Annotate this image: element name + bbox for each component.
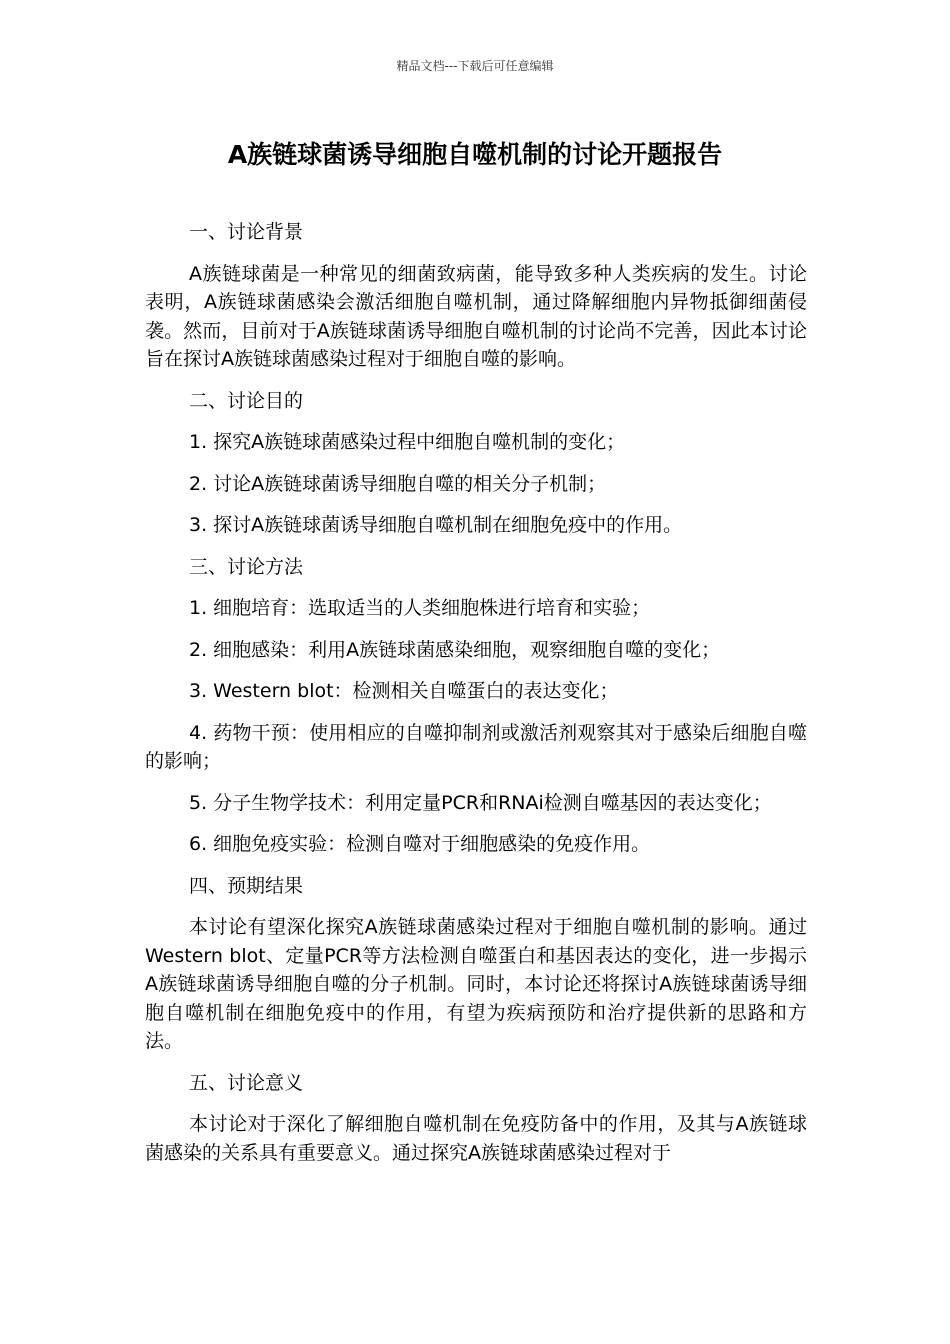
method-item: 2. 细胞感染：利用A族链球菌感染细胞，观察细胞自噬的变化； xyxy=(189,638,721,661)
background-paragraph: A族链球菌是一种常见的细菌致病菌，能导致多种人类疾病的发生。讨论表明，A族链球菌感染会激活细胞自噬机制，通过降解细胞内异物抵御细菌侵袭。然而，目前对于A族链球菌诱导细胞自噬机制的讨论尚不完善，因此本讨论旨在探讨A族链球菌感染过程对于细胞自噬的影响。 xyxy=(145,262,807,370)
section-heading-expected-results: 四、预期结果 xyxy=(189,874,304,897)
method-item: 5. 分子生物学技术：利用定量PCR和RNAi检测自噬基因的表达变化； xyxy=(189,791,772,814)
objective-item: 2. 讨论A族链球菌诱导细胞自噬的相关分子机制； xyxy=(189,472,607,495)
section-heading-background: 一、讨论背景 xyxy=(189,221,304,243)
document-title: A族链球菌诱导细胞自噬机制的讨论开题报告 xyxy=(227,140,723,169)
expected-results-paragraph: 本讨论有望深化探究A族链球菌感染过程对于细胞自噬机制的影响。通过Western blot、定量PCR等方法检测自噬蛋白和基因表达的变化，进一步揭示A族链球菌诱导细胞自噬的分子机制。同时，本讨论还将探讨A族链球菌诱导细胞自噬机制在细胞免疫中的作用，有望为疾病预防和治疗提供新的思路和方法。 xyxy=(145,916,807,1052)
section-heading-objectives: 二、讨论目的 xyxy=(189,389,304,412)
section-heading-significance: 五、讨论意义 xyxy=(189,1071,304,1094)
document-body xyxy=(145,218,807,1180)
method-item: 3. Western blot：检测相关自噬蛋白的表达变化； xyxy=(189,680,619,702)
method-item: 4. 药物干预：使用相应的自噬抑制剂或激活剂观察其对于感染后细胞自噬的影响； xyxy=(145,721,807,772)
method-item: 6. 细胞免疫实验：检测自噬对于细胞感染的免疫作用。 xyxy=(189,833,651,855)
objective-item: 3. 探讨A族链球菌诱导细胞自噬机制在细胞免疫中的作用。 xyxy=(189,514,683,536)
page-header: 精品文档---下载后可任意编辑 xyxy=(396,59,554,73)
section-heading-methods: 三、讨论方法 xyxy=(189,555,304,578)
significance-paragraph: 本讨论对于深化了解细胞自噬机制在免疫防备中的作用，及其与A族链球菌感染的关系具有重要意义。通过探究A族链球菌感染过程对于 xyxy=(145,1113,807,1164)
method-item: 1. 细胞培育：选取适当的人类细胞株进行培育和实验； xyxy=(189,597,651,619)
objective-item: 1. 探究A族链球菌感染过程中细胞自噬机制的变化； xyxy=(189,431,626,453)
